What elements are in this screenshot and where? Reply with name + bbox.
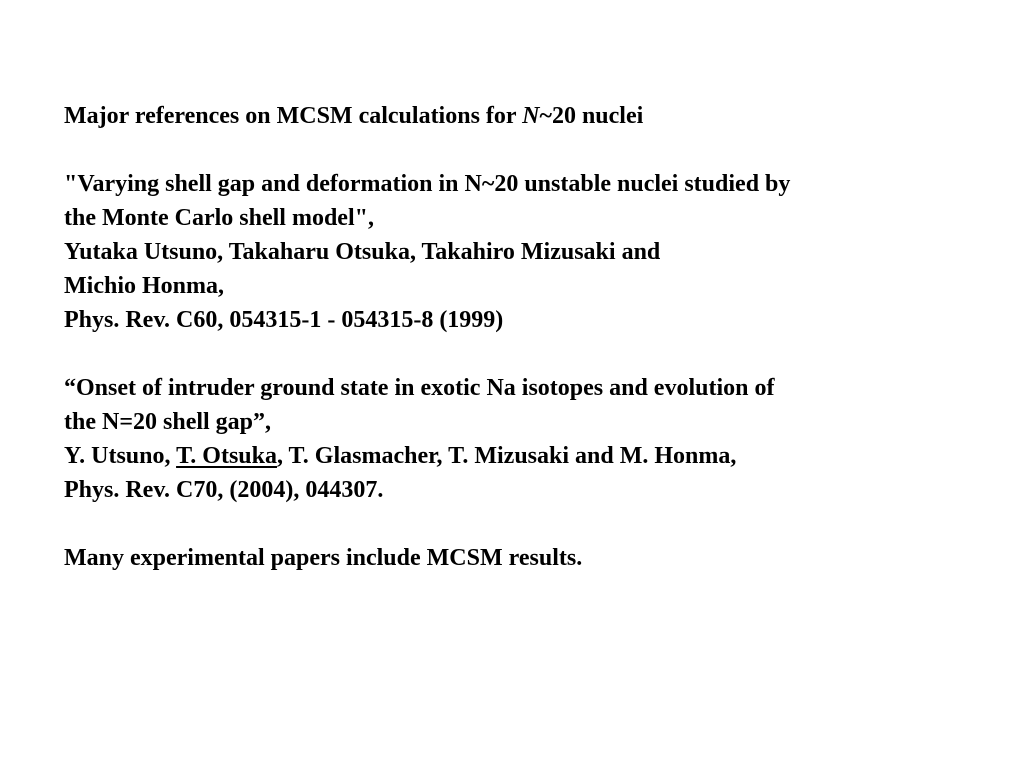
slide-title xyxy=(64,99,964,133)
spacer xyxy=(64,133,964,167)
reference-2-title-line-1: “Onset of intruder ground state in exotic Na isotopes and evolution of xyxy=(64,375,775,401)
reference-2-authors-after: , T. Glasmacher, T. Mizusaki and M. Honma, xyxy=(276,443,737,469)
spacer xyxy=(64,507,964,541)
slide-content xyxy=(64,99,964,575)
reference-2-author-underlined: T. Otsuka xyxy=(176,443,277,469)
reference-1 xyxy=(64,167,964,337)
title-italic-n: N xyxy=(522,103,540,129)
reference-2 xyxy=(64,371,964,507)
reference-1-authors-line-2: Michio Honma, xyxy=(64,273,224,299)
title-suffix: ~20 nuclei xyxy=(539,103,644,129)
reference-1-journal: Phys. Rev. C60, 054315-1 - 054315-8 (1999) xyxy=(64,307,504,333)
title-prefix: Major references on MCSM calculations for xyxy=(64,103,523,129)
reference-2-authors-before: Y. Utsuno, xyxy=(64,443,177,469)
closing-statement: Many experimental papers include MCSM results. xyxy=(64,545,583,571)
reference-1-authors-line-1: Yutaka Utsuno, Takaharu Otsuka, Takahiro Mizusaki and xyxy=(64,239,661,265)
reference-2-title-line-2: the N=20 shell gap”, xyxy=(64,409,272,435)
reference-1-title-line-1: "Varying shell gap and deformation in N~20 unstable nuclei studied by xyxy=(64,171,791,197)
reference-2-authors xyxy=(64,439,964,473)
reference-1-title-line-2: the Monte Carlo shell model", xyxy=(64,205,374,231)
spacer xyxy=(64,337,964,371)
reference-2-journal: Phys. Rev. C70, (2004), 044307. xyxy=(64,477,384,503)
